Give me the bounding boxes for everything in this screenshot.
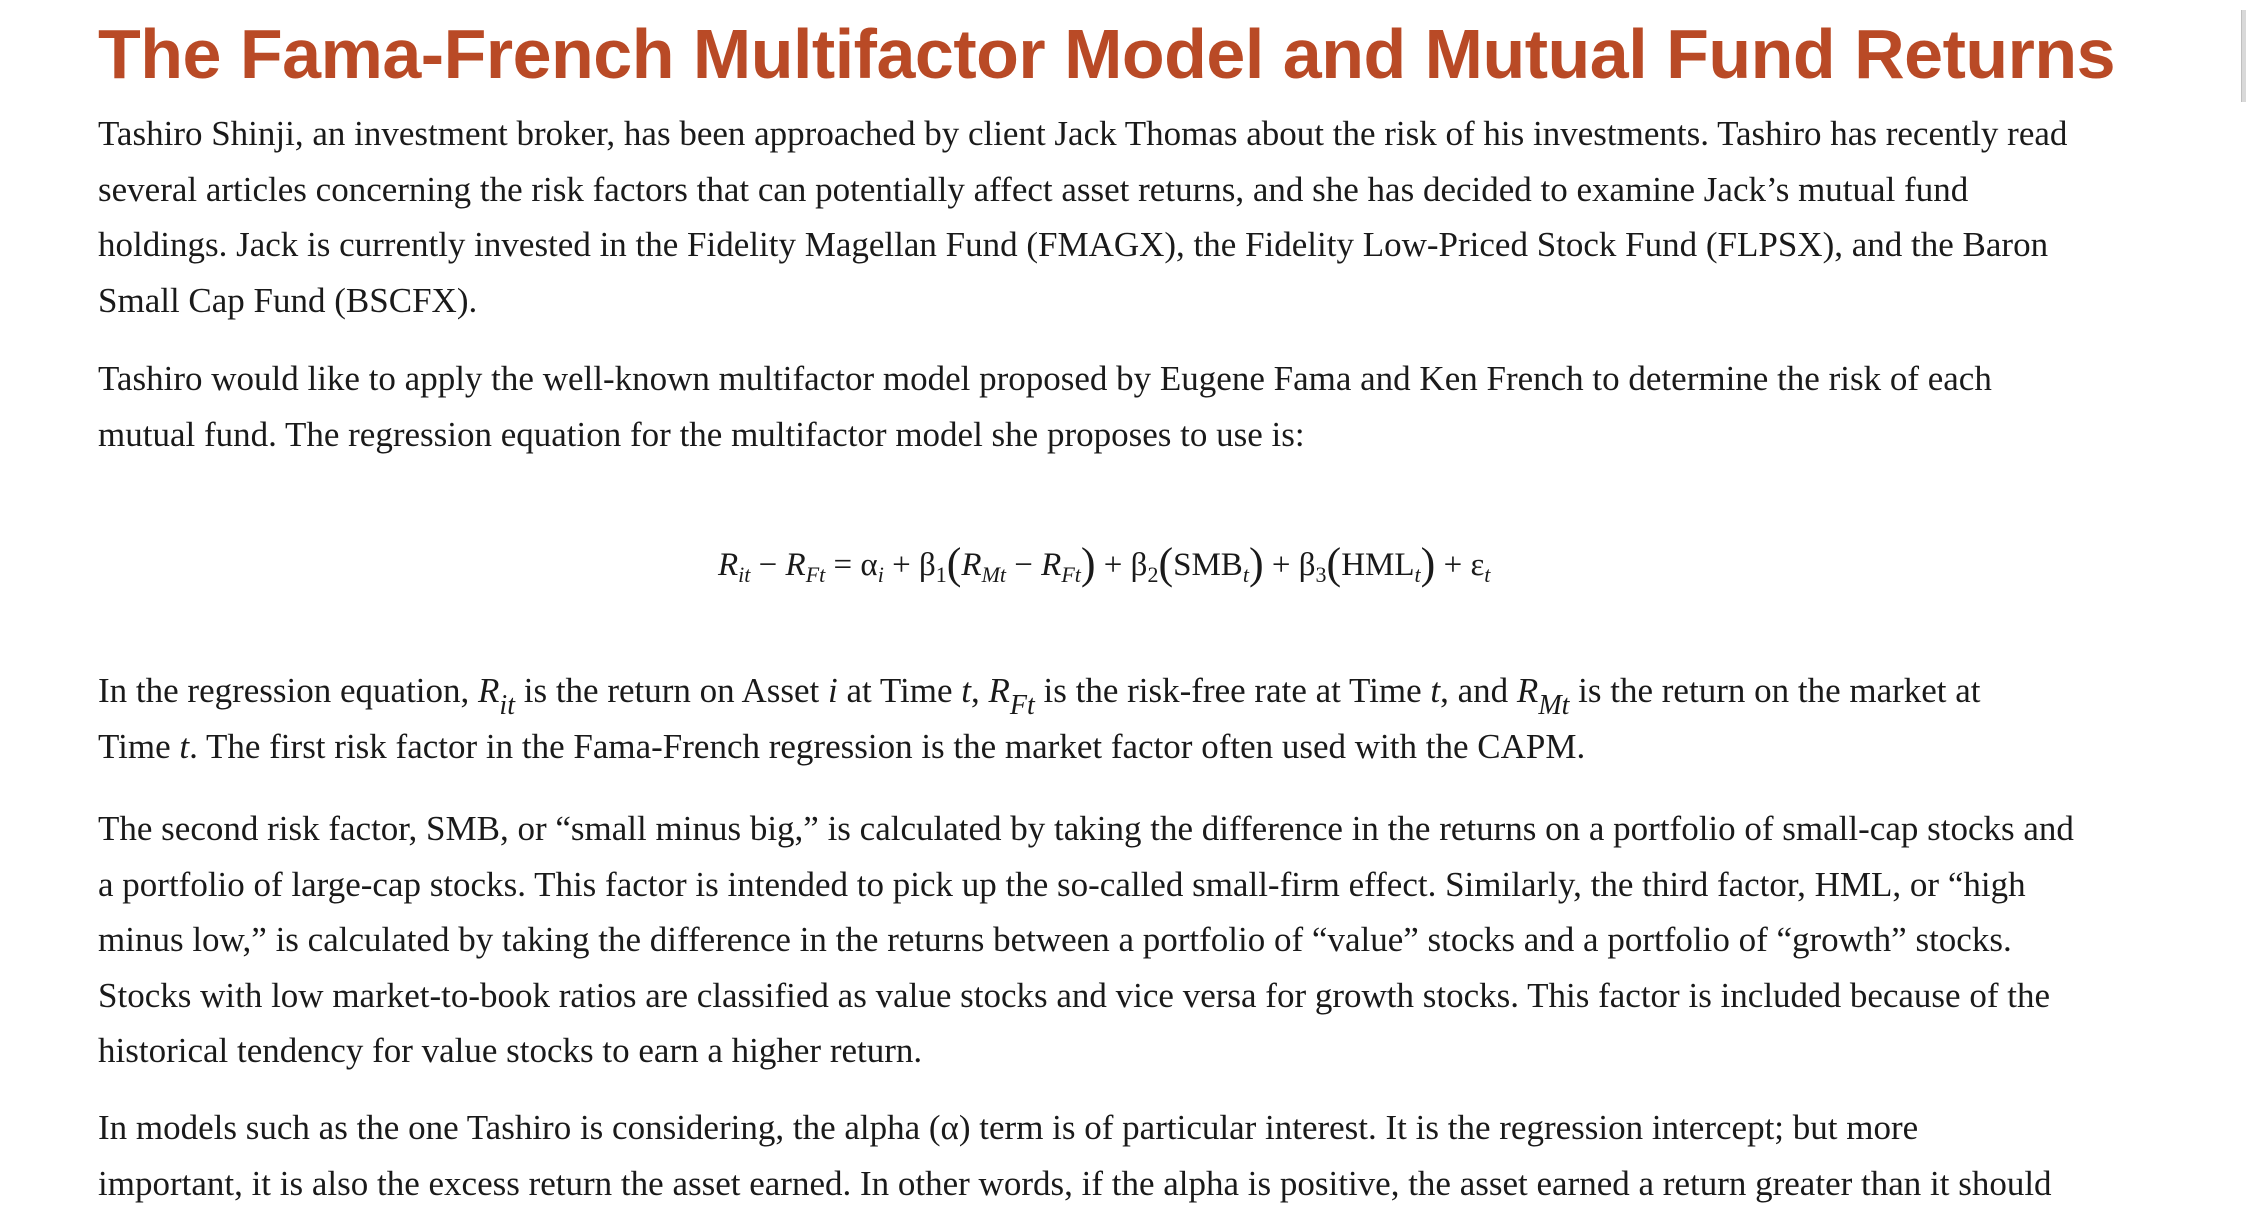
math-symbol: t (961, 671, 971, 710)
text-run: . The first risk factor in the Fama-French regression is the market factor often used with the CAPM. (189, 726, 1586, 766)
text-run: , (971, 671, 989, 710)
text-line: Tashiro would like to apply the well-known multifactor model proposed by Eugene Fama and Ken French to determine the risk of each (98, 359, 1992, 398)
eq-subscript: it (738, 562, 751, 587)
text-run: Time (98, 726, 180, 766)
eq-paren: ) (1420, 539, 1436, 588)
paragraph-intro (98, 106, 2228, 328)
eq-operator: + (883, 547, 919, 583)
eq-subscript: Ft (1061, 562, 1081, 587)
eq-symbol: β (1298, 547, 1316, 583)
text-line: several articles concerning the risk factors that can potentially affect asset returns, and she has decided to examine Jack’s mutual fund (98, 169, 1969, 209)
math-symbol: i (828, 671, 838, 710)
eq-paren: ( (1158, 539, 1174, 588)
math-subscript: Mt (1538, 690, 1570, 721)
math-subscript: Ft (1009, 690, 1035, 721)
eq-operator: + (1095, 547, 1131, 583)
math-symbol: R (988, 671, 1010, 710)
eq-symbol: β (1130, 547, 1148, 583)
text-line: Small Cap Fund (BSCFX). (98, 280, 478, 320)
paragraph-factors (98, 801, 2074, 1079)
eq-symbol: ε (1470, 547, 1485, 583)
math-symbol: t (1430, 671, 1441, 710)
math-symbol: R (478, 671, 500, 710)
scrollbar[interactable] (2241, 10, 2246, 102)
text-line: important, it is also the excess return the asset earned. In other words, if the alpha is positive, the asset earned a return greater than it should (98, 1163, 2052, 1203)
paragraph-alpha (98, 1100, 2052, 1211)
text-line: In models such as the one Tashiro is considering, the alpha (α) term is of particular interest. It is the regression intercept; but more (98, 1108, 1919, 1147)
text-run: is the return on the market at (1569, 671, 1981, 710)
eq-symbol: α (860, 547, 878, 583)
eq-symbol: SMB (1173, 547, 1243, 583)
eq-subscript: t (1414, 562, 1421, 587)
eq-subscript: i (877, 562, 884, 587)
eq-subscript: 3 (1315, 562, 1327, 587)
eq-symbol: β (918, 547, 936, 583)
eq-symbol: R (785, 547, 806, 583)
eq-subscript: t (1242, 562, 1249, 587)
text-line (98, 663, 1981, 719)
eq-subscript: Mt (981, 562, 1007, 587)
text-run: In the regression equation, (98, 671, 479, 710)
eq-paren: ( (1326, 539, 1342, 588)
text-line: Stocks with low market-to-book ratios are classified as value stocks and vice versa for growth stocks. This factor is included because of the (98, 975, 2051, 1015)
eq-subscript: 1 (935, 562, 947, 587)
eq-symbol: R (718, 547, 739, 583)
text-run: at Time (837, 671, 962, 710)
article-page (98, 0, 2228, 1203)
paragraph-model-intro (98, 351, 2228, 462)
text-line: Tashiro Shinji, an investment broker, has been approached by client Jack Thomas about the risk of his investments. Tashiro has recently read (98, 114, 2068, 153)
math-subscript: it (499, 690, 515, 721)
eq-subscript: t (1484, 562, 1491, 587)
eq-symbol: R (961, 547, 982, 583)
text-line: holdings. Jack is currently invested in the Fidelity Magellan Fund (FMAGX), the Fidelity Low-Priced Stock Fund (FLPSX), and the Baron (98, 225, 2049, 264)
math-symbol: R (1516, 671, 1539, 710)
text-line: The second risk factor, SMB, or “small minus big,” is calculated by taking the difference in the returns on a portfolio of small-cap stocks and (98, 809, 2074, 848)
eq-paren: ) (1248, 539, 1264, 588)
eq-paren: ( (946, 539, 962, 588)
text-line: historical tendency for value stocks to earn a higher return. (98, 1031, 923, 1070)
math-symbol: t (179, 726, 190, 766)
text-line (98, 719, 1981, 775)
regression-equation (718, 538, 1490, 589)
eq-operator: + (1263, 547, 1299, 583)
eq-operator: = (825, 547, 861, 583)
eq-operator: − (750, 547, 786, 583)
text-run: is the risk-free rate at Time (1034, 671, 1431, 710)
text-run: is the return on Asset (514, 671, 829, 710)
eq-symbol: HML (1341, 547, 1415, 583)
text-line: minus low,” is calculated by taking the difference in the returns between a portfolio of “value” stocks and a portfolio of “growth” stocks. (98, 920, 2012, 959)
text-line: mutual fund. The regression equation for the multifactor model she proposes to use is: (98, 414, 1305, 454)
eq-subscript: Ft (805, 562, 826, 587)
paragraph-variables (98, 663, 1981, 774)
eq-subscript: 2 (1147, 562, 1159, 587)
eq-operator: + (1435, 547, 1471, 583)
eq-paren: ) (1080, 539, 1096, 588)
eq-symbol: R (1041, 547, 1062, 583)
page-title: The Fama-French Multifactor Model and Mutual Fund Returns (98, 15, 2116, 93)
text-run: , and (1440, 671, 1517, 710)
text-line: a portfolio of large-cap stocks. This factor is intended to pick up the so-called small-firm effect. Similarly, the third factor, HML, or “high (98, 864, 2026, 904)
eq-operator: − (1006, 547, 1042, 583)
